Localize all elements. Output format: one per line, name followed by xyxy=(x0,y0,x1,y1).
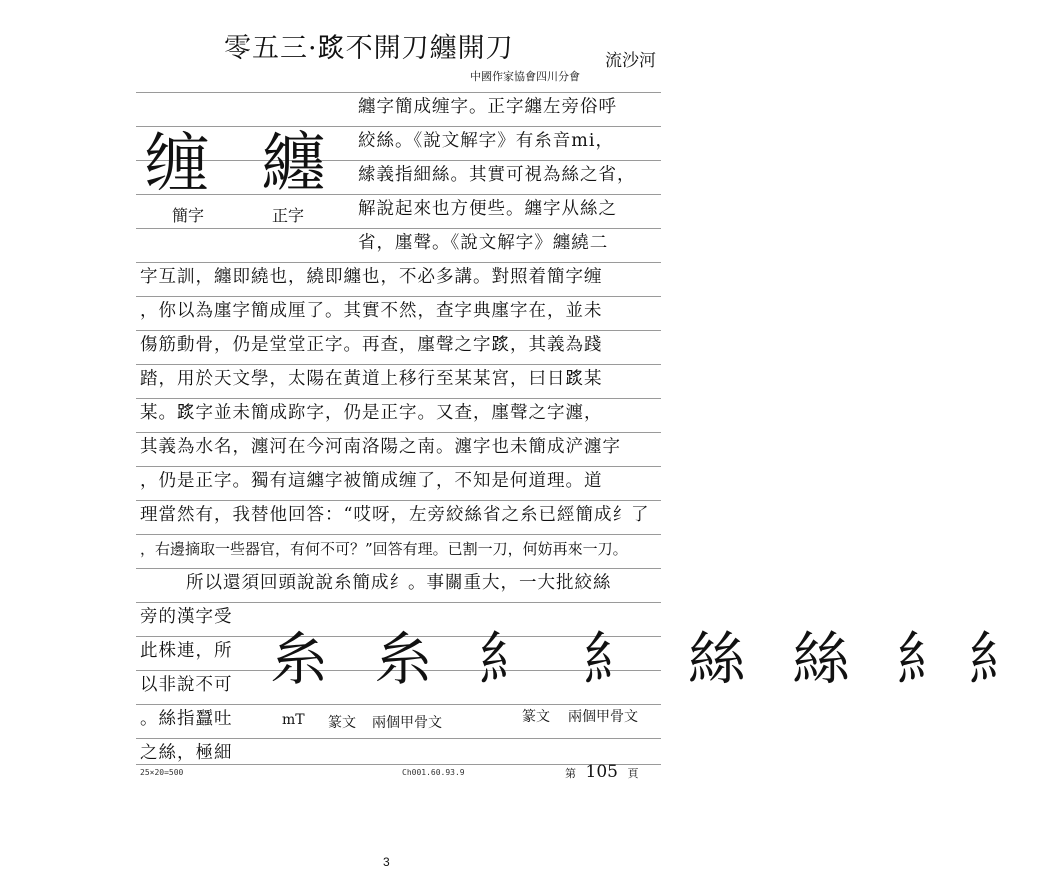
text-line: ，右邊摘取一些器官，有何不可？”回答有理。已割一刀，何妨再來一刀。 xyxy=(140,540,628,558)
grid-rule xyxy=(136,500,661,501)
text-line: ，你以為廛字簡成厘了。其實不然，查字典廛字在，並未 xyxy=(140,301,603,321)
caption-simplified: 簡字 xyxy=(172,206,205,225)
grid-rule xyxy=(136,704,661,705)
grid-rule xyxy=(136,262,661,263)
author-name: 流沙河 xyxy=(605,51,656,71)
sheet-code: Ch001.60.93.9 xyxy=(402,768,465,777)
page-label: 第 xyxy=(565,767,576,780)
text-line: 字互訓，纏即繞也，繞即纏也，不必多講。對照着簡字缠 xyxy=(140,267,603,287)
grid-rule xyxy=(136,602,661,603)
page-num: 105 xyxy=(585,762,618,782)
text-line: 理當然有，我替他回答：“哎呀，左旁絞絲省之糸已經簡成纟了 xyxy=(140,505,650,525)
figure-bottom-chars: 糸 糸 ⺯ ⺯ 絲 絲 ⺯⺯ xyxy=(270,625,1041,693)
caption-seal-1: 篆文 xyxy=(328,715,356,731)
grid-rule xyxy=(136,738,661,739)
text-line: 以非說不可 xyxy=(140,675,233,695)
grid-rule xyxy=(136,534,661,535)
grid-rule xyxy=(136,92,661,93)
text-line: 解說起來也方便些。纏字从絲之 xyxy=(358,199,617,219)
text-line: ，仍是正字。獨有這纏字被簡成缠了，不知是何道理。道 xyxy=(140,471,603,491)
grid-rule xyxy=(136,568,661,569)
text-line: 之絲，極細 xyxy=(140,743,233,763)
publisher-note: 中國作家協會四川分會 xyxy=(470,70,580,83)
text-line: 旁的漢字受 xyxy=(140,607,233,627)
grid-spec: 25×20=500 xyxy=(140,768,184,777)
grid-rule xyxy=(136,364,661,365)
text-line: 省，廛聲。《說文解字》纏繞二 xyxy=(358,233,609,253)
grid-rule xyxy=(136,398,661,399)
text-line: 所以還須回頭說說糸簡成纟。事關重大，一大批絞絲 xyxy=(186,573,612,593)
grid-rule xyxy=(136,330,661,331)
page-suffix: 頁 xyxy=(627,767,639,780)
figure-top-chars: 缠 纏 xyxy=(145,127,342,201)
caption-mt: mT xyxy=(282,712,305,728)
caption-traditional: 正字 xyxy=(272,206,305,225)
page-number: 3 xyxy=(383,855,390,869)
text-line: 絞絲。《說文解字》有糸音mi， xyxy=(358,131,614,151)
caption-oracle-2: 兩個甲骨文 xyxy=(568,709,638,725)
grid-rule xyxy=(136,296,661,297)
page-title: 零五三·𨂂不開刀纏開刀 xyxy=(224,33,514,64)
sheet-page xyxy=(565,762,638,782)
text-line: 。絲指蠶吐 xyxy=(140,709,233,729)
text-line: 此株連，所 xyxy=(140,641,233,661)
text-line: 纏字簡成缠字。正字纏左旁俗呼 xyxy=(358,97,617,117)
text-line: 䌇義指細絲。其實可視為絲之省， xyxy=(358,165,636,185)
text-line: 傷筋動骨，仍是堂堂正字。再查，廛聲之字𨂂，其義為踐 xyxy=(140,335,603,355)
text-line: 其義為水名，瀍河在今河南洛陽之南。瀍字也未簡成浐瀍字 xyxy=(140,437,621,457)
text-line: 某。𨂂字並未簡成䟢字，仍是正字。又查，廛聲之字瀍， xyxy=(140,403,603,423)
grid-rule xyxy=(136,432,661,433)
grid-rule xyxy=(136,466,661,467)
text-line: 踏，用於天文學，太陽在黃道上移行至某某宮，曰日𨂂某 xyxy=(140,369,603,389)
caption-oracle-1: 兩個甲骨文 xyxy=(372,715,442,731)
grid-rule xyxy=(136,228,661,229)
caption-seal-2: 篆文 xyxy=(522,709,550,725)
